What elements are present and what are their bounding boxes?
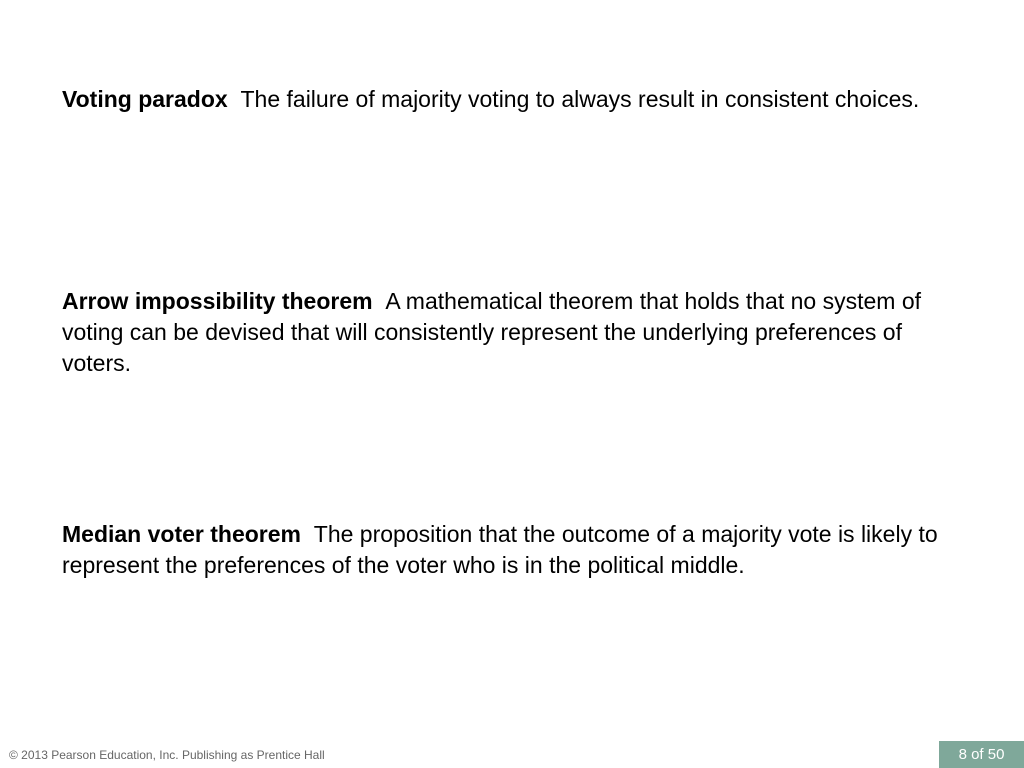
definition-text: The proposition that the outcome of a majority vote is likely to represent the preferences of the voter who is in the political middle.	[62, 521, 938, 578]
definition-text: A mathematical theorem that holds that no system of voting can be devised that will consistently represent the underlying preferences of voters.	[62, 288, 922, 376]
definition-median-voter-theorem	[62, 519, 962, 581]
definition-term: Voting paradox	[62, 86, 228, 112]
definition-voting-paradox	[62, 84, 962, 115]
copyright-notice: © 2013 Pearson Education, Inc. Publishing as Prentice Hall	[9, 748, 325, 762]
definition-text: The failure of majority voting to always result in consistent choices.	[240, 86, 920, 112]
page-counter: 8 of 50	[939, 741, 1024, 768]
definition-term: Median voter theorem	[62, 521, 301, 547]
definition-term: Arrow impossibility theorem	[62, 288, 373, 314]
definition-arrow-impossibility-theorem	[62, 286, 962, 379]
